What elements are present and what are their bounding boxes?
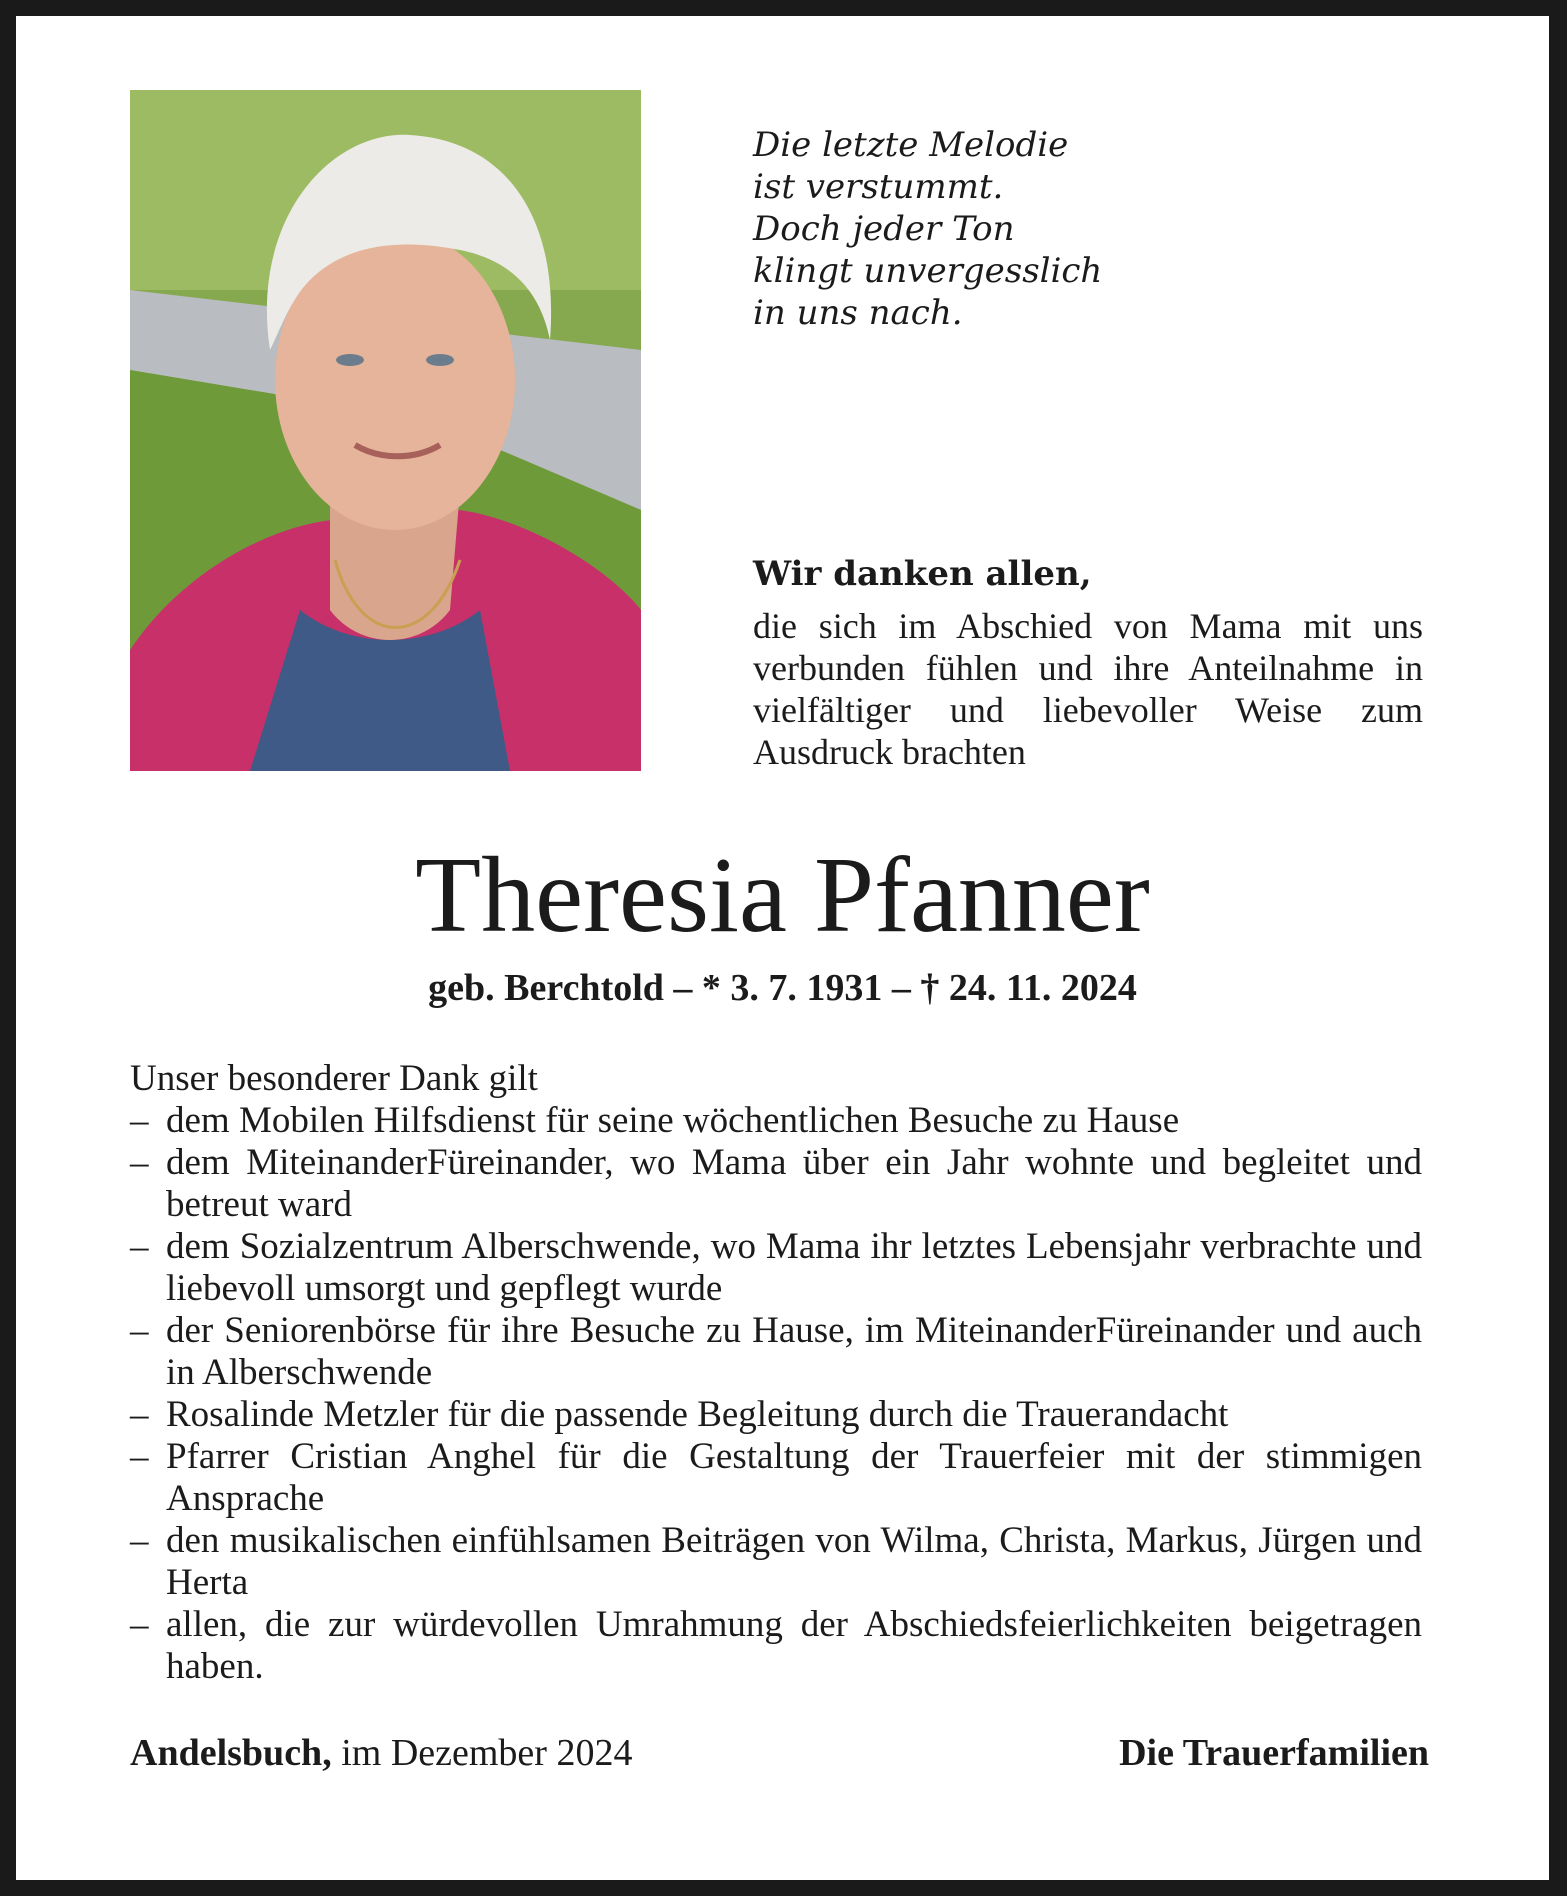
list-item <box>130 1142 1422 1226</box>
dash: – <box>130 1310 149 1351</box>
poem-line: in uns nach. <box>753 293 963 333</box>
thanks-text: die sich im Abschied von Mama mit uns verbunden fühlen und ihre Anteilnahme in vielfältiger und liebevoller Weise zum Ausdruck brachten <box>753 606 1423 772</box>
poem-line: klingt unvergesslich <box>753 251 1103 291</box>
dash: – <box>130 1394 149 1435</box>
dash: – <box>130 1436 149 1477</box>
dash: – <box>130 1226 149 1267</box>
portrait-icon <box>130 90 641 771</box>
list-item-text: Rosalinde Metzler für die passende Begleitung durch die Trauerandacht <box>166 1394 1229 1435</box>
footer-place-date <box>130 1731 632 1775</box>
list-item <box>130 1226 1422 1310</box>
list-item <box>130 1100 1422 1142</box>
dash: – <box>130 1520 149 1561</box>
portrait-photo <box>130 90 641 771</box>
thanks-heading: Wir danken allen, <box>753 554 1092 594</box>
list-item <box>130 1394 1422 1436</box>
deceased-dates: geb. Berchtold – * 3. 7. 1931 – † 24. 11. 2024 <box>428 967 1137 1009</box>
list-item-text: dem Mobilen Hilfsdienst für seine wöchentlichen Besuche zu Hause <box>166 1100 1180 1141</box>
list-item-text: Pfarrer Cristian Anghel für die Gestaltung der Trauerfeier mit der stimmigen Ansprache <box>166 1436 1422 1519</box>
poem-line: Doch jeder Ton <box>753 209 1015 249</box>
poem-line: Die letzte Melodie <box>753 125 1069 165</box>
dash: – <box>130 1142 149 1183</box>
dash: – <box>130 1604 149 1645</box>
poem <box>753 124 1203 334</box>
acknowledgements-intro: Unser besonderer Dank gilt <box>130 1058 538 1099</box>
list-item <box>130 1520 1422 1604</box>
list-item-text: allen, die zur würdevollen Umrahmung der Abschiedsfeierlichkeiten beigetragen haben. <box>166 1604 1422 1687</box>
deceased-name: Theresia Pfanner <box>415 836 1150 955</box>
list-item-text: dem Sozialzentrum Alberschwende, wo Mama ihr letztes Lebensjahr verbrachte und liebevoll umsorgt und gepflegt wurde <box>166 1226 1422 1309</box>
footer-signature: Die Trauerfamilien <box>1119 1732 1429 1774</box>
list-item-text: dem MiteinanderFüreinander, wo Mama über ein Jahr wohnte und begleitet und betreut ward <box>166 1142 1422 1225</box>
list-item <box>130 1604 1422 1688</box>
obituary-card <box>16 16 1549 1880</box>
list-item <box>130 1436 1422 1520</box>
footer-place: Andelsbuch, <box>130 1732 332 1774</box>
list-item-text: der Seniorenbörse für ihre Besuche zu Hause, im MiteinanderFüreinander und auch in Alberschwende <box>166 1310 1422 1393</box>
acknowledgements-list <box>130 1100 1422 1688</box>
footer-date: im Dezember 2024 <box>331 1732 633 1774</box>
poem-line: ist verstummt. <box>753 167 1004 207</box>
list-item-text: den musikalischen einfühlsamen Beiträgen von Wilma, Christa, Markus, Jürgen und Herta <box>166 1520 1422 1603</box>
list-item <box>130 1310 1422 1394</box>
thanks-block <box>753 553 1423 773</box>
dash: – <box>130 1100 149 1141</box>
